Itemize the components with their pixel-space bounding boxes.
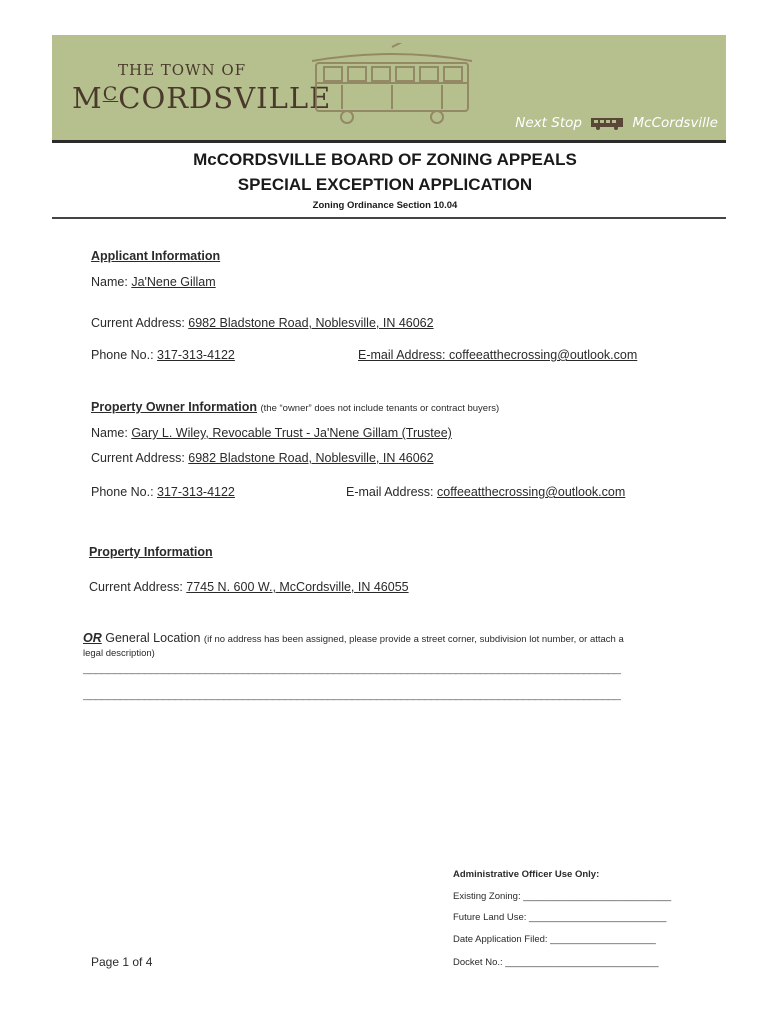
applicant-address-row [91, 316, 434, 330]
owner-heading: Property Owner Information [91, 400, 257, 414]
applicant-name-value[interactable]: Ja'Nene Gillam [131, 275, 216, 289]
owner-name-row [91, 426, 452, 440]
owner-email-value[interactable]: coffeeatthecrossing@outlook.com [437, 485, 626, 499]
applicant-phone-label: Phone No.: [91, 348, 154, 362]
banner-divider [52, 140, 726, 143]
trolley-icon [302, 43, 482, 125]
owner-phone-label: Phone No.: [91, 485, 154, 499]
docket-number-field[interactable]: Docket No.: _____________________________ [453, 957, 659, 968]
page-title: McCORDSVILLE BOARD OF ZONING APPEALS [193, 150, 577, 169]
date-filed-field[interactable]: Date Application Filed: ____________________ [453, 934, 656, 945]
existing-zoning-field[interactable]: Existing Zoning: ____________________________ [453, 891, 672, 902]
applicant-heading: Applicant Information [91, 249, 221, 263]
general-location-line-2[interactable]: ________________________________________________________________________________________ [83, 689, 620, 703]
owner-address-value[interactable]: 6982 Bladstone Road, Noblesville, IN 46062 [188, 451, 434, 465]
applicant-name-label: Name: [91, 275, 128, 289]
tagline: Next Stop McCordsville [515, 115, 718, 131]
applicant-address-value[interactable]: 6982 Bladstone Road, Noblesville, IN 46062 [188, 316, 434, 330]
owner-email-label: E-mail Address: [346, 485, 434, 499]
applicant-email-label: E-mail Address: [358, 348, 446, 362]
property-address-label: Current Address: [89, 580, 183, 594]
applicant-phone-row [91, 348, 235, 362]
general-location-row [83, 631, 624, 645]
property-address-row [89, 580, 409, 594]
applicant-email-value[interactable]: coffeeatthecrossing@outlook.com [449, 348, 638, 362]
general-location-label: General Location [105, 631, 201, 645]
admin-heading: Administrative Officer Use Only: [453, 869, 600, 880]
owner-name-label: Name: [91, 426, 128, 440]
town-prefix: THE TOWN OF [118, 61, 247, 79]
town-name: $M^CCORDSVILLE$ [72, 81, 332, 115]
general-location-note: (if no address has been assigned, please provide a street corner, subdivision lot number, or attach a [203, 634, 624, 645]
mini-trolley-icon [590, 116, 624, 130]
general-location-line-1[interactable]: ________________________________________________________________________________________ [83, 663, 620, 677]
owner-heading-row [91, 400, 499, 414]
owner-phone-row [91, 485, 235, 499]
applicant-email-row [358, 348, 637, 362]
header-banner [52, 35, 726, 140]
owner-note: (the “owner” does not include tenants or contract buyers) [260, 403, 500, 414]
owner-address-label: Current Address: [91, 451, 185, 465]
owner-email-row [346, 485, 625, 499]
general-location-note-cont: legal description) [83, 648, 155, 659]
page-number: Page 1 of 4 [91, 955, 153, 969]
owner-name-value[interactable]: Gary L. Wiley, Revocable Trust - Ja'Nene Gillam (Trustee) [131, 426, 452, 440]
applicant-address-label: Current Address: [91, 316, 185, 330]
future-land-use-field[interactable]: Future Land Use: __________________________ [453, 912, 667, 923]
ordinance-reference: Zoning Ordinance Section 10.04 [312, 200, 458, 211]
owner-phone-value[interactable]: 317-313-4122 [157, 485, 235, 499]
property-heading: Property Information [89, 545, 213, 559]
applicant-name-row [91, 275, 216, 289]
or-label: OR [83, 631, 102, 645]
property-address-value[interactable]: 7745 N. 600 W., McCordsville, IN 46055 [186, 580, 409, 594]
applicant-phone-value[interactable]: 317-313-4122 [157, 348, 235, 362]
page-subtitle: SPECIAL EXCEPTION APPLICATION [237, 175, 533, 194]
title-divider [52, 217, 726, 219]
owner-address-row [91, 451, 434, 465]
